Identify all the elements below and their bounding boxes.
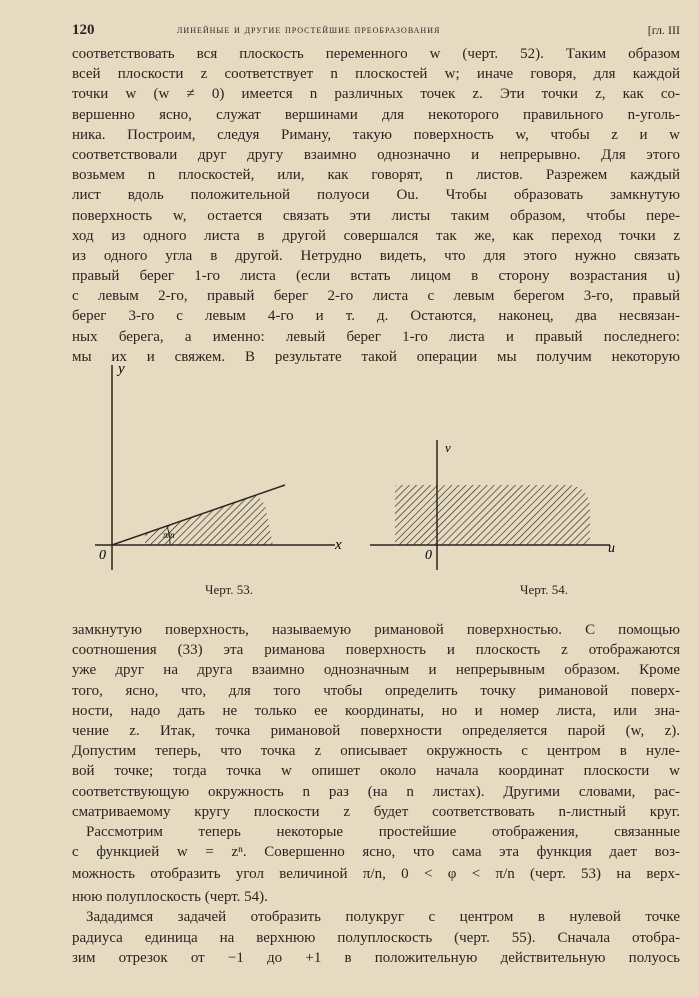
text-line: всей плоскости z соответствует n плоскостей w; иначе говоря, для каждой — [72, 66, 680, 83]
y-axis-label: y — [118, 361, 125, 377]
text-line: точки w (w ≠ 0) имеется n различных точек z. Эти точки z, как со- — [72, 86, 680, 103]
text-line: соответствовать вся плоскость переменного w (черт. 52). Таким образом — [72, 46, 680, 62]
figure-53-caption: Черт. 53. — [205, 582, 254, 597]
text-line: Допустим теперь, что точка z описывает окружность с центром в нуле- — [72, 743, 680, 760]
text-line: ных берега, а именно: левый берег 1-го листа и правый последнего: — [72, 328, 680, 345]
text-line: из одного угла в другой. Нетрудно видеть, что для этого нужно связать — [72, 247, 680, 264]
text-line: вой точке; тогда точка w опишет около начала координат плоскости w — [72, 763, 680, 780]
text-line: замкнутую поверхность, называемую римановой поверхностью. С помощью — [72, 622, 680, 638]
text-line: берег 3-го с левым 4-го и т. д. Остаются, наконец, два несвязан- — [72, 308, 680, 325]
figure-54 — [365, 430, 625, 580]
text-line: того, ясно, что, для того чтобы определить точку римановой поверх- — [72, 682, 680, 699]
text-line: ности, надо дать не только ее координаты, но и номер листа, или зна- — [72, 702, 680, 719]
text-line: радиуса единица на верхнюю полуплоскость (черт. 55). Сначала отобра- — [72, 929, 680, 946]
text-line: с функцией w = zⁿ. Совершенно ясно, что сама эта функция дает воз- — [72, 844, 680, 861]
text-line: сматриваемому кругу плоскости z будет соответствовать n-листный круг. — [72, 803, 680, 820]
text-line: ход из одного листа в другой совершался так же, как переход точки z — [72, 227, 680, 244]
text-line: уже друг на друга взаимно однозначным и непрерывным образом. Кроме — [72, 662, 680, 679]
text-line: поверхность w, остается связать эти листы таким образом, чтобы пере- — [72, 207, 680, 224]
text-line: можность отобразить угол величиной π/n, 0 < φ < π/n (черт. 53) на верх- — [72, 866, 680, 883]
x-axis-label: x — [335, 537, 342, 553]
text-line: чение z. Итак, точка римановой поверхности определяется парой (w, z). — [72, 722, 680, 739]
running-title: линейные и другие простейшие преобразования — [177, 24, 441, 36]
text-line: соотношения (33) эта риманова поверхность и плоскость z отображаются — [72, 642, 680, 659]
u-axis-label: u — [608, 541, 615, 556]
text-line: зим отрезок от −1 до +1 в положительную действительную полуось — [72, 949, 680, 966]
text-line: вершенно ясно, служат вершинами для некоторого правильного n-уголь- — [72, 106, 680, 123]
figure-53 — [85, 355, 355, 580]
page-number: 120 — [72, 22, 95, 38]
angle-label: π/n — [163, 530, 175, 540]
paragraph-2 — [72, 620, 680, 968]
text-line: ника. Построим, следуя Риману, такую поверхность w, чтобы z и w — [72, 126, 680, 143]
text-line: мы их и свяжем. В результате такой операции мы получим некоторую — [72, 348, 680, 365]
origin-label: 0 — [425, 548, 432, 563]
text-line: с левым 2-го, правый берег 2-го листа с левым берегом 3-го, правый — [72, 288, 680, 305]
chapter-marker: [гл. III — [647, 23, 680, 37]
text-line: соответствовали друг другу взаимно однозначно и непрерывно. Для этого — [72, 146, 680, 163]
text-line: соответствующую окружность n раз (на n листах). Другими словами, рас- — [72, 783, 680, 800]
text-line: правый берег 1-го листа (если встать лицом в сторону возрастания u) — [72, 268, 680, 285]
text-line: возьмем n плоскостей, или, как говорят, n листов. Разрежем каждый — [72, 167, 680, 184]
v-axis-label: v — [445, 440, 451, 455]
text-line: Зададимся задачей отобразить полукруг с центром в нулевой точке — [86, 909, 680, 926]
text-line: Рассмотрим теперь некоторые простейшие отображения, связанные — [86, 823, 680, 840]
hatched-half-plane — [395, 485, 590, 545]
origin-label: 0 — [99, 548, 106, 563]
paragraph-1 — [72, 44, 680, 367]
text-line: нюю полуплоскость (черт. 54). — [72, 889, 268, 906]
page-header — [72, 22, 680, 42]
text-line: лист вдоль положительной полуоси Ou. Чтобы образовать замкнутую — [72, 187, 680, 204]
figure-54-caption: Черт. 54. — [520, 582, 569, 597]
